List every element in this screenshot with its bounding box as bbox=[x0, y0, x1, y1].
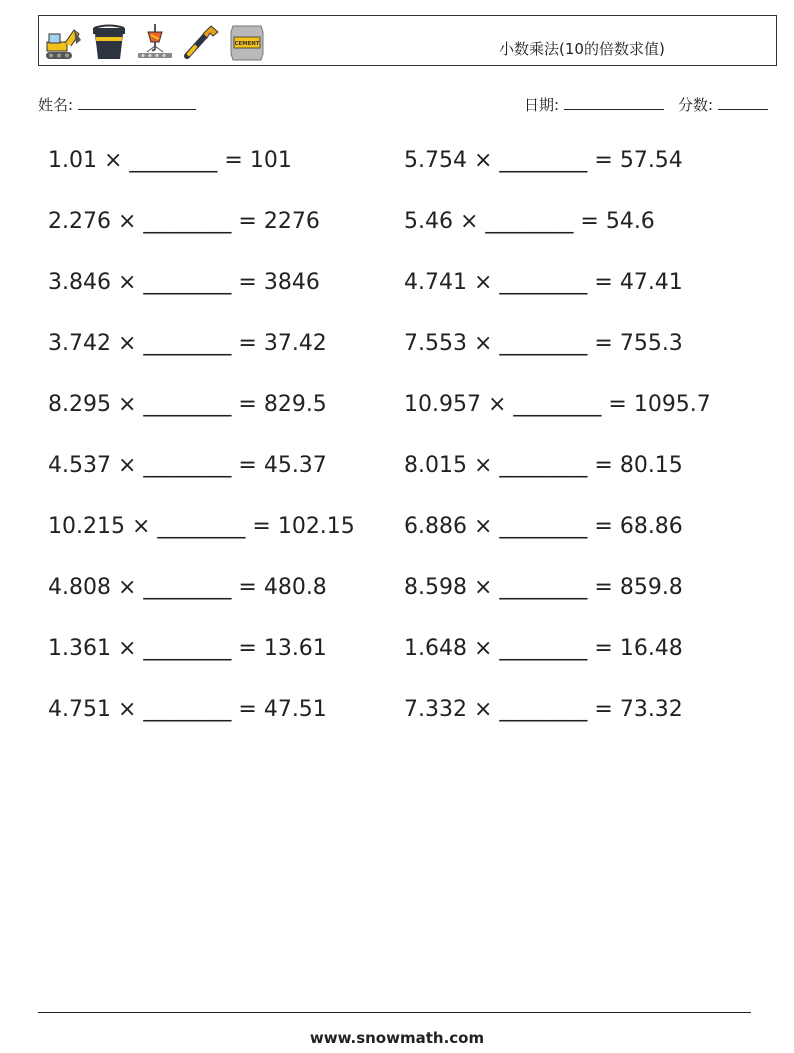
footer-divider bbox=[38, 1012, 751, 1013]
footer-url: www.snowmath.com bbox=[309, 1029, 485, 1047]
name-label: 姓名: bbox=[38, 96, 74, 114]
problem-left-6: 4.537 × ________ = 45.37 bbox=[48, 453, 327, 478]
wrench-icon bbox=[181, 22, 221, 62]
problem-right-3: 4.741 × ________ = 47.41 bbox=[404, 270, 683, 295]
name-blank bbox=[78, 95, 196, 110]
problem-left-7: 10.215 × ________ = 102.15 bbox=[48, 514, 355, 539]
problem-left-4: 3.742 × ________ = 37.42 bbox=[48, 331, 327, 356]
problem-right-5: 10.957 × ________ = 1095.7 bbox=[404, 392, 711, 417]
problem-left-9: 1.361 × ________ = 13.61 bbox=[48, 636, 327, 661]
problem-right-9: 1.648 × ________ = 16.48 bbox=[404, 636, 683, 661]
bucket-icon bbox=[89, 22, 129, 62]
problem-right-8: 8.598 × ________ = 859.8 bbox=[404, 575, 683, 600]
problem-right-1: 5.754 × ________ = 57.54 bbox=[404, 148, 683, 173]
name-field bbox=[38, 94, 196, 115]
date-field bbox=[524, 94, 664, 115]
score-label: 分数: bbox=[678, 96, 714, 114]
problem-right-10: 7.332 × ________ = 73.32 bbox=[404, 697, 683, 722]
problem-right-4: 7.553 × ________ = 755.3 bbox=[404, 331, 683, 356]
cement-bag-text: CEMENT bbox=[234, 41, 260, 47]
excavator-icon bbox=[43, 22, 83, 62]
worksheet-header bbox=[38, 15, 777, 66]
problem-right-7: 6.886 × ________ = 68.86 bbox=[404, 514, 683, 539]
problem-right-6: 8.015 × ________ = 80.15 bbox=[404, 453, 683, 478]
header-icons bbox=[43, 20, 267, 64]
problem-left-3: 3.846 × ________ = 3846 bbox=[48, 270, 320, 295]
crane-hook-icon bbox=[135, 22, 175, 62]
date-label: 日期: bbox=[524, 96, 560, 114]
cement-bag-icon bbox=[227, 22, 267, 62]
problem-left-5: 8.295 × ________ = 829.5 bbox=[48, 392, 327, 417]
worksheet-title: 小数乘法(10的倍数求值) bbox=[499, 40, 665, 58]
problem-left-8: 4.808 × ________ = 480.8 bbox=[48, 575, 327, 600]
score-field bbox=[678, 94, 768, 115]
problem-left-10: 4.751 × ________ = 47.51 bbox=[48, 697, 327, 722]
problem-left-1: 1.01 × ________ = 101 bbox=[48, 148, 292, 173]
date-blank bbox=[564, 95, 664, 110]
score-blank bbox=[718, 95, 768, 110]
problem-left-2: 2.276 × ________ = 2276 bbox=[48, 209, 320, 234]
problem-right-2: 5.46 × ________ = 54.6 bbox=[404, 209, 655, 234]
